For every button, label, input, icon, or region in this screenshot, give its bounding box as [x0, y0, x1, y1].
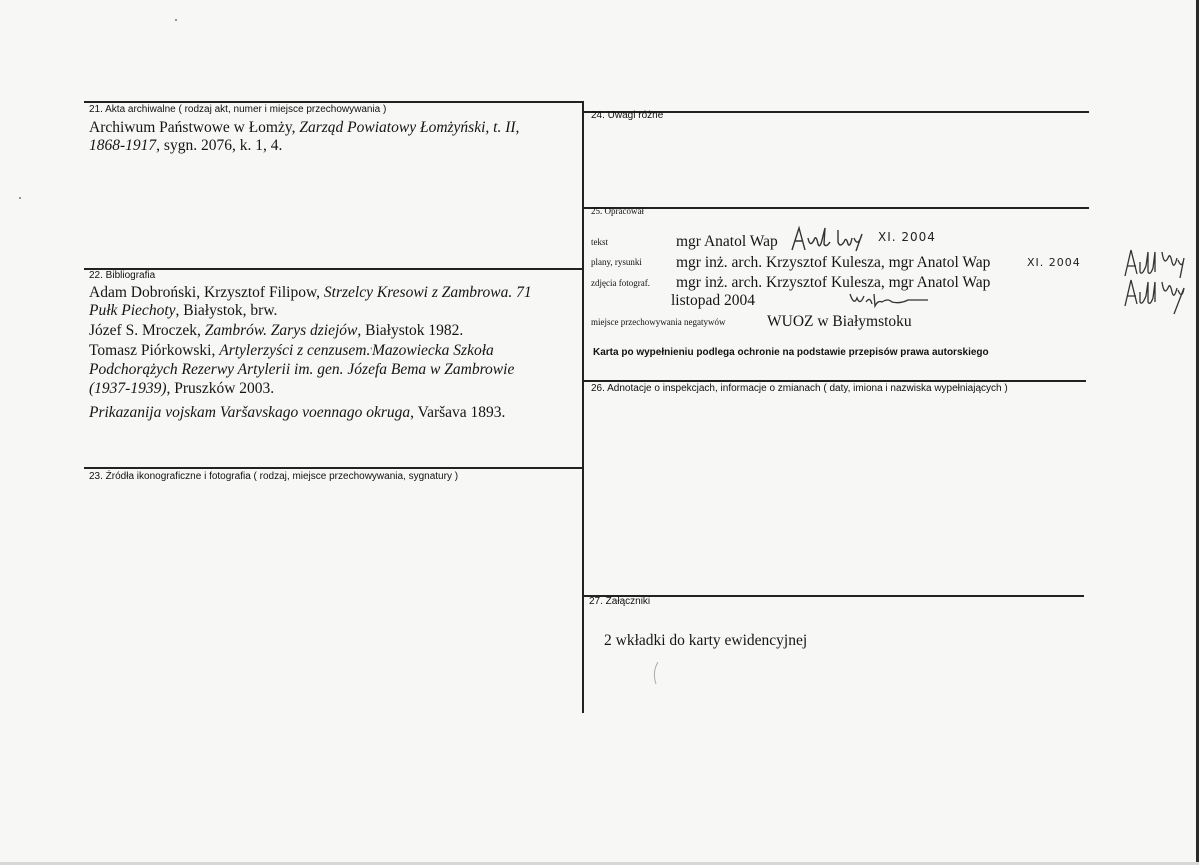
scan-speck — [19, 197, 21, 199]
negatywy-location: WUOZ w Białymstoku — [767, 313, 912, 330]
signature-tekst — [790, 224, 878, 252]
section-22-label: 22. Bibliografia — [89, 270, 156, 281]
entry-1-title-cont: Pułk Piechoty — [89, 302, 176, 319]
pencil-mark — [650, 660, 660, 686]
rule-27-top — [584, 595, 1084, 597]
entry-2-author: Józef S. Mroczek, — [89, 322, 205, 339]
signature-photos — [848, 292, 932, 310]
section-25-label: 25. Opracował — [591, 206, 644, 216]
section-24-label: 24. Uwagi różne — [591, 110, 664, 121]
section-21-line-1 — [89, 119, 519, 137]
entry-1-publisher: , Białystok, brw. — [175, 302, 278, 319]
entry-3-years: (1937-1939) — [89, 380, 167, 397]
entry-2-title: Zambrów. Zarys dziejów — [204, 322, 358, 339]
entry-3-publisher: , Pruszków 2003. — [166, 380, 275, 397]
section-21-label: 21. Akta archiwalne ( rodzaj akt, numer i miejsce przechowywania ) — [89, 104, 387, 115]
tekst-author: mgr Anatol Wap — [676, 233, 778, 250]
tekst-date: XI. 2004 — [878, 230, 936, 244]
rule-22-top — [84, 268, 584, 270]
archive-signature: , sygn. 2076, k. 1, 4. — [156, 137, 283, 154]
attachments-value: 2 wkładki do karty ewidencyjnej — [604, 632, 808, 649]
bibliography-entry-3-line-2: Podchorążych Rezerwy Artylerii im. gen. Józefa Bema w Zambrowie — [89, 361, 515, 378]
margin-signature — [1122, 244, 1188, 316]
entry-3-title-cont: Mazowiecka Szkoła — [371, 342, 494, 359]
bibliography-entry-4 — [89, 404, 505, 422]
entry-4-publisher: , Varšava 1893. — [410, 404, 506, 421]
plany-authors: mgr inż. arch. Krzysztof Kulesza, mgr Anatol Wap — [676, 254, 991, 271]
rule-26-top — [584, 380, 1086, 382]
rule-23-top — [84, 467, 584, 469]
section-21-line-2 — [89, 137, 282, 155]
plany-label: plany, rysunki — [591, 257, 642, 267]
bibliography-entry-1 — [89, 284, 532, 302]
archive-fond: Zarząd Powiatowy Łomżyński, t. II, — [299, 119, 520, 136]
rule-25-top — [584, 207, 1089, 209]
entry-2-publisher: , Białystok 1982. — [357, 322, 464, 339]
entry-1-authors: Adam Dobroński, Krzysztof Filipow, — [89, 284, 324, 301]
zdjecia-date: listopad 2004 — [671, 292, 755, 309]
center-divider — [582, 101, 584, 713]
bibliography-entry-3-line-3 — [89, 380, 274, 398]
entry-3-title: Artylerzyści z cenzusem. — [219, 342, 371, 359]
plany-date: XI. 2004 — [1027, 256, 1081, 269]
entry-1-title: Strzelcy Kresowi z Zambrowa. 71 — [323, 284, 532, 301]
copyright-note: Karta po wypełnieniu podlega ochronie na podstawie przepisów prawa autorskiego — [593, 347, 989, 358]
section-23-label: 23. Źródła ikonograficzne i fotografia ( rodzaj, miejsce przechowywania, sygnatury ) — [89, 471, 459, 482]
tekst-label: tekst — [591, 237, 608, 247]
entry-4-title: Prikazanija vojskam Varšavskago voennago okruga — [89, 404, 411, 421]
rule-21-top — [84, 101, 584, 103]
scan-speck — [175, 19, 177, 21]
archive-name: Archiwum Państwowe w Łomży, — [89, 119, 300, 136]
bibliography-entry-1-cont — [89, 302, 277, 320]
bibliography-entry-3: Tomasz Piórkowski, Artylerzyści z cenzusem.'Mazowiecka Szkoła — [89, 342, 494, 359]
bibliography-entry-2 — [89, 322, 463, 340]
section-26-label: 26. Adnotacje o inspekcjach, informacje o zmianach ( daty, imiona i nazwiska wypełniających ) — [591, 383, 1008, 394]
entry-3-author: Tomasz Piórkowski, — [89, 342, 220, 359]
zdjecia-authors: mgr inż. arch. Krzysztof Kulesza, mgr Anatol Wap — [676, 274, 991, 291]
negatywy-label: miejsce przechowywania negatywów — [591, 317, 726, 327]
section-27-label: 27. Załączniki — [589, 596, 651, 607]
zdjecia-label: zdjęcia fotograf. — [591, 278, 650, 288]
archive-years: 1868-1917 — [89, 137, 157, 154]
